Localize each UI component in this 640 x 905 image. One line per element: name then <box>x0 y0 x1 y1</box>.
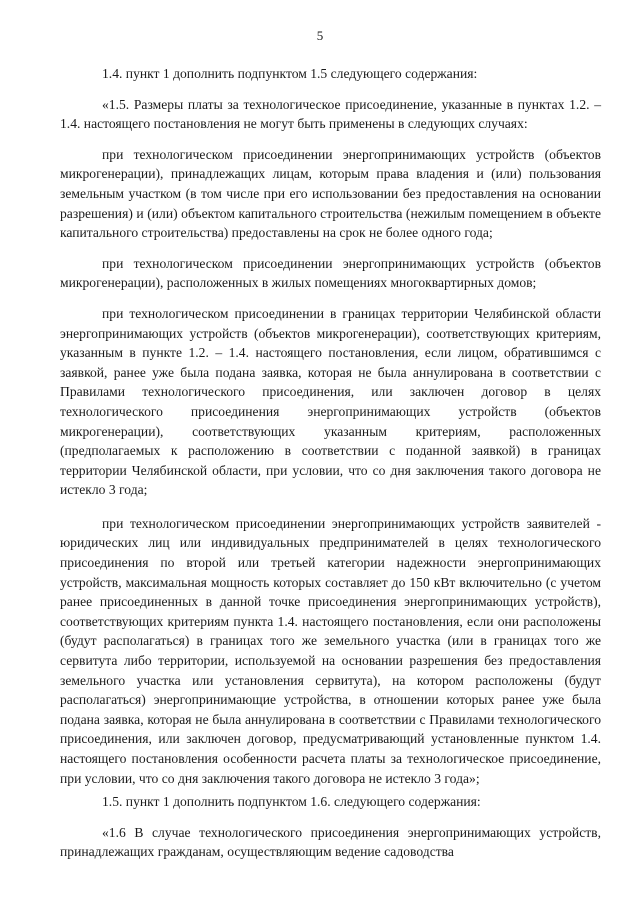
document-body <box>60 64 601 862</box>
paragraph-amend-1-4: 1.4. пункт 1 дополнить подпунктом 1.5 следующего содержания: <box>102 66 478 81</box>
paragraph-case-legal-entities: при технологическом присоединении энергопринимающих устройств заявителей - юридических лиц или индивидуальных предпринимателей в целях технологического присоединения по второй или третьей категории надежности энергопринимающих устройств, максимальная мощность которых составляет до 150 кВт включительно (с учетом ранее присоединенных в данной точке присоединения энергопринимающих устройств), соответствующих критериям пункта 1.4. настоящего постановления, если они расположены (будут располагаться) в границах того же земельного участка (или в границах того же сервитута либо территории, используемой на основании разрешения без предоставления земельного участка или установления сервитута), на котором расположены (будут располагаться) энергопринимающие устройства, в отношении которых ранее уже была подана заявка, которая не была аннулирована в соответствии с Правилами технологического присоединения, или заключен договор, предусматривающий установленные пунктом 1.4. настоящего постановления особенности расчета платы за технологическое присоединение, при условии, что со дня заключения такого договора не истекло 3 года»; <box>60 515 601 786</box>
paragraph-case-repeat-application: при технологическом присоединении в границах территории Челябинской области энергопринимающих устройств (объектов микрогенерации), соответствующих критериям, указанным в пункте 1.2. – 1.4. настоящего постановления, если лицом, обратившимся с заявкой, ранее уже была подана заявка, которая не была аннулирована в соответствии с Правилами технологического присоединения, или заключен договор в целях технологического присоединения энергопринимающих устройств (объектов микрогенерации), соответствующих указанным критериям, расположенных (предполагаемых к расположению в соответствии с поданной заявкой) в границах территории Челябинской области, при условии, что со дня заключения такого договора не истекло 3 года; <box>60 305 601 498</box>
page-number: 5 <box>316 28 324 43</box>
paragraph-subpoint-1-5: «1.5. Размеры платы за технологическое присоединение, указанные в пунктах 1.2. – 1.4. настоящего постановления не могут быть применены в следующих случаях: <box>60 96 601 132</box>
paragraph-case-apartment-buildings: при технологическом присоединении энергопринимающих устройств (объектов микрогенерации), расположенных в жилых помещениях многоквартирных домов; <box>60 255 601 291</box>
paragraph-subpoint-1-6: «1.6 В случае технологического присоединения энергопринимающих устройств, принадлежащих гражданам, осуществляющим ведение садоводства <box>60 824 601 860</box>
paragraph-case-short-term-rights: при технологическом присоединении энергопринимающих устройств (объектов микрогенерации), принадлежащих лицам, которым права владения и (или) пользования земельным участком (в том числе при его использовании без предоставления на основании разрешения) и (или) объектом капитального строительства (нежилым помещением в объекте капитального строительства) предоставлены на срок не более одного года; <box>60 146 601 241</box>
paragraph-amend-1-5: 1.5. пункт 1 дополнить подпунктом 1.6. следующего содержания: <box>102 794 481 810</box>
